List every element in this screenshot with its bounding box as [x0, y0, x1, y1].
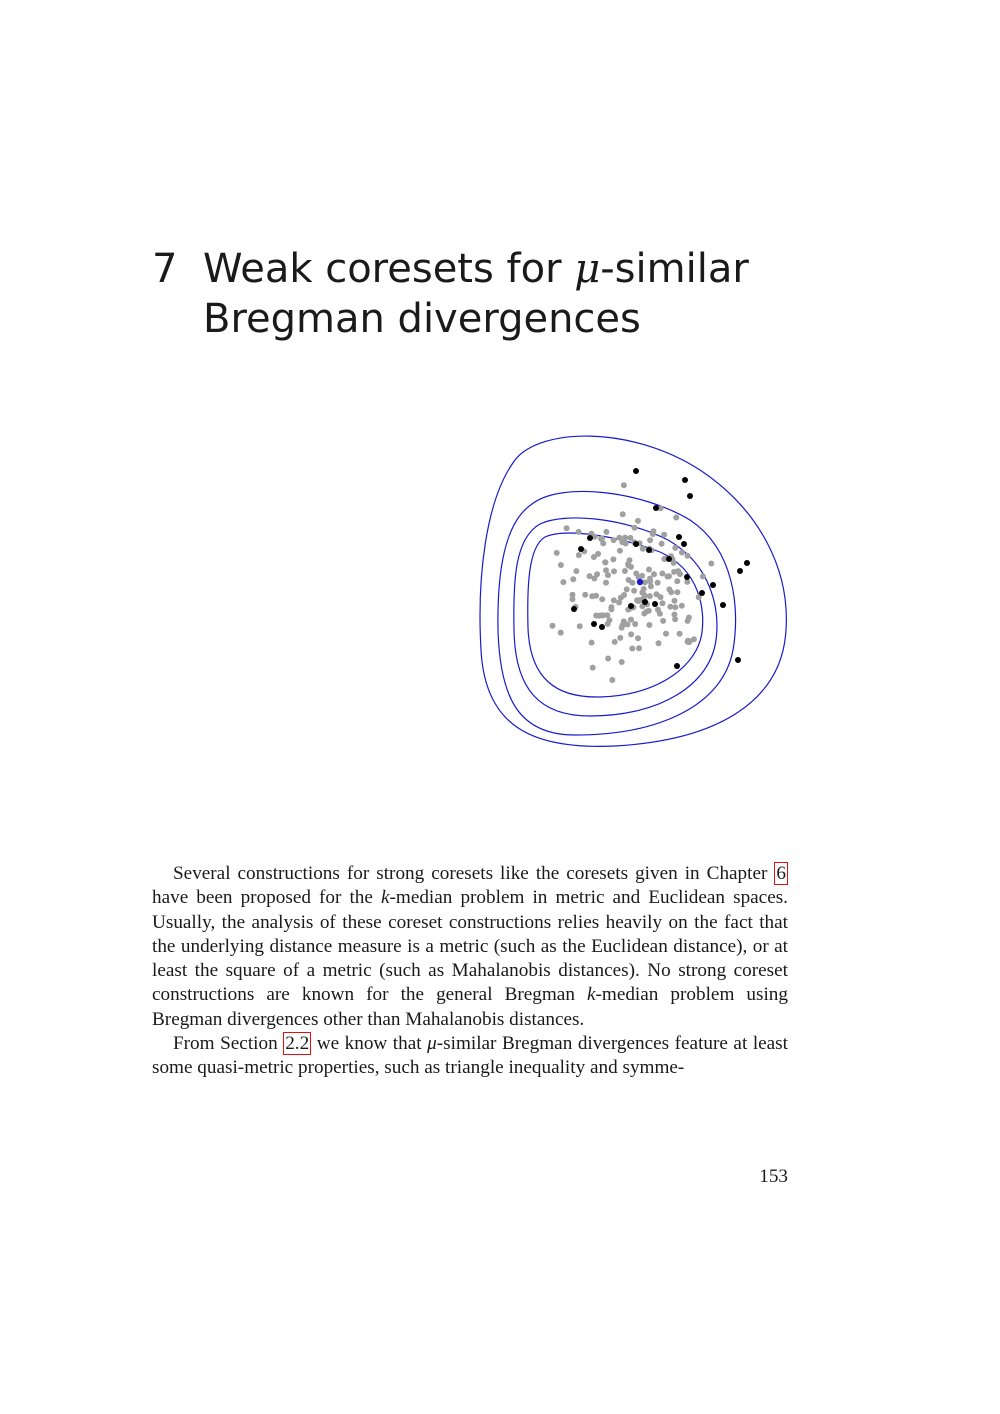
contour-scatter-figure	[470, 420, 800, 760]
gray-data-point	[660, 618, 666, 624]
gray-data-point	[671, 569, 677, 575]
black-sample-point	[682, 477, 688, 483]
gray-data-point	[685, 618, 691, 624]
gray-data-point	[577, 623, 583, 629]
gray-data-point	[700, 573, 706, 579]
chapter-title-pre: Weak coresets for	[203, 246, 575, 292]
black-sample-point	[587, 535, 593, 541]
gray-data-point	[611, 597, 617, 603]
gray-data-point	[648, 583, 654, 589]
gray-data-point	[624, 586, 630, 592]
gray-data-point	[616, 600, 622, 606]
gray-data-point	[632, 525, 638, 531]
center-point	[637, 579, 643, 585]
gray-data-point	[573, 568, 579, 574]
chapter-heading	[152, 244, 852, 344]
gray-data-point	[608, 604, 614, 610]
section-2-2-link[interactable]: 2.2	[285, 1033, 310, 1055]
gray-data-point	[628, 631, 634, 637]
chapter-title-line2: Bregman divergences	[203, 296, 641, 342]
gray-data-point	[635, 518, 641, 524]
black-sample-point	[633, 541, 639, 547]
gray-data-point	[685, 639, 691, 645]
gray-data-point	[631, 588, 637, 594]
gray-data-point	[605, 656, 611, 662]
black-sample-point	[687, 493, 693, 499]
gray-data-point	[621, 482, 627, 488]
k-variable: k	[380, 887, 390, 909]
gray-data-point	[622, 568, 628, 574]
gray-data-point	[656, 640, 662, 646]
gray-data-point	[619, 625, 625, 631]
gray-data-point	[658, 594, 664, 600]
gray-data-point	[633, 571, 639, 577]
gray-data-point	[646, 622, 652, 628]
gray-data-point	[640, 546, 646, 552]
black-sample-point	[652, 601, 658, 607]
gray-data-point	[668, 589, 674, 595]
black-sample-point	[699, 590, 705, 596]
gray-data-point	[629, 646, 635, 652]
black-sample-point	[653, 505, 659, 511]
gray-data-point	[643, 609, 649, 615]
gray-data-point	[560, 579, 566, 585]
chapter-6-link[interactable]: 6	[776, 863, 786, 884]
gray-data-point	[620, 511, 626, 517]
gray-data-point	[651, 571, 657, 577]
p1-text-a: Several constructions for strong coresets like the coresets given in Chapter	[173, 863, 775, 884]
gray-data-point	[609, 677, 615, 683]
page-number: 153	[759, 1166, 788, 1187]
gray-data-point	[611, 568, 617, 574]
gray-data-point	[550, 623, 556, 629]
gray-data-point	[677, 571, 683, 577]
gray-data-point	[650, 531, 656, 537]
black-sample-point	[710, 582, 716, 588]
gray-data-point	[570, 596, 576, 602]
black-sample-point	[735, 657, 741, 663]
mu-symbol: μ	[574, 246, 601, 292]
gray-data-point	[679, 603, 685, 609]
p2-text-b: we know that	[311, 1033, 428, 1055]
gray-data-point	[628, 617, 634, 623]
gray-data-point	[604, 612, 610, 618]
gray-data-point	[659, 571, 665, 577]
gray-data-point	[596, 613, 602, 619]
gray-data-point	[610, 556, 616, 562]
gray-data-point	[657, 611, 663, 617]
gray-data-point	[674, 589, 680, 595]
gray-data-point	[611, 537, 617, 543]
gray-data-point	[627, 557, 633, 563]
gray-data-point	[672, 598, 678, 604]
gray-data-point	[617, 635, 623, 641]
gray-data-point	[671, 560, 677, 566]
chapter-title	[203, 244, 852, 344]
gray-data-point	[663, 631, 669, 637]
gray-data-point	[671, 612, 677, 618]
gray-data-point	[605, 621, 611, 627]
gray-data-point	[673, 515, 679, 521]
gray-data-point	[647, 576, 653, 582]
black-sample-point	[744, 560, 750, 566]
chapter-number: 7	[152, 246, 178, 292]
gray-data-point	[666, 573, 672, 579]
body-text	[152, 862, 788, 1081]
mu-symbol: μ	[427, 1033, 437, 1055]
gray-data-point	[672, 604, 678, 610]
black-sample-point	[591, 621, 597, 627]
gray-data-point	[660, 600, 666, 606]
gray-data-point	[589, 593, 595, 599]
black-sample-point	[737, 568, 743, 574]
gray-data-point	[623, 541, 629, 547]
gray-data-point	[599, 596, 605, 602]
gray-data-point	[589, 640, 595, 646]
gray-data-point	[674, 578, 680, 584]
gray-data-point	[708, 561, 714, 567]
gray-data-point	[636, 645, 642, 651]
gray-data-point	[612, 639, 618, 645]
gray-data-point	[622, 535, 628, 541]
black-sample-point	[684, 574, 690, 580]
gray-data-point	[599, 535, 605, 541]
k-variable: k	[586, 984, 596, 1006]
gray-data-point	[619, 659, 625, 665]
gray-data-point	[646, 567, 652, 573]
paragraph-2	[152, 1032, 788, 1081]
p1-text-c: -median problem in metric and Euclidean spaces. Usually, the analysis of these coreset constructions relies heavily on the fact that the underlying distance measure is a metric (such as the Euclidean distance), or at least the square of a metric (such as Mahalanobis distances). No strong coreset constructions are known for the general Bregman	[152, 887, 788, 1006]
black-sample-point	[646, 547, 652, 553]
gray-data-point	[602, 560, 608, 566]
gray-data-point	[558, 630, 564, 636]
black-sample-point	[676, 534, 682, 540]
gray-data-point	[603, 567, 609, 573]
gray-data-point	[603, 529, 609, 535]
p2-text-a: From Section	[173, 1033, 284, 1055]
gray-data-point	[659, 541, 665, 547]
gray-data-point	[590, 665, 596, 671]
gray-data-point	[647, 537, 653, 543]
p1-text-d: -median problem using Bregman divergences other than Mahalanobis distances.	[152, 984, 788, 1030]
gray-data-point	[627, 535, 633, 541]
gray-data-point	[576, 529, 582, 535]
gray-data-point	[591, 554, 597, 560]
gray-data-point	[558, 562, 564, 568]
black-sample-point	[628, 603, 634, 609]
gray-data-point	[632, 621, 638, 627]
gray-data-point	[639, 590, 645, 596]
gray-data-point	[603, 580, 609, 586]
black-sample-point	[642, 599, 648, 605]
p2-text-c: -similar Bregman divergences feature at least some quasi-metric properties, such as triangle inequality and symme-	[152, 1033, 788, 1079]
figure-svg	[470, 420, 800, 760]
gray-data-point	[582, 592, 588, 598]
gray-data-point	[661, 532, 667, 538]
p1-text-b: have been proposed for the	[152, 887, 381, 909]
gray-data-point	[635, 635, 641, 641]
gray-data-point	[617, 548, 623, 554]
black-sample-point	[666, 556, 672, 562]
gray-data-point	[594, 571, 600, 577]
gray-data-point	[570, 576, 576, 582]
gray-data-point	[647, 593, 653, 599]
gray-data-point	[679, 550, 685, 556]
gray-data-point	[576, 552, 582, 558]
gray-data-point	[600, 540, 606, 546]
gray-data-point	[626, 577, 632, 583]
chapter-title-post: -similar	[600, 246, 749, 292]
paragraph-1	[152, 862, 788, 1032]
black-sample-point	[720, 602, 726, 608]
gray-data-point	[564, 525, 570, 531]
gray-data-point	[655, 580, 661, 586]
black-sample-point	[633, 468, 639, 474]
black-sample-point	[674, 663, 680, 669]
black-sample-point	[681, 541, 687, 547]
black-sample-point	[599, 624, 605, 630]
gray-data-point	[672, 545, 678, 551]
black-sample-point	[578, 546, 584, 552]
gray-data-point	[625, 622, 631, 628]
black-sample-point	[571, 606, 577, 612]
gray-data-point	[677, 631, 683, 637]
gray-data-point	[685, 553, 691, 559]
gray-data-point	[554, 550, 560, 556]
